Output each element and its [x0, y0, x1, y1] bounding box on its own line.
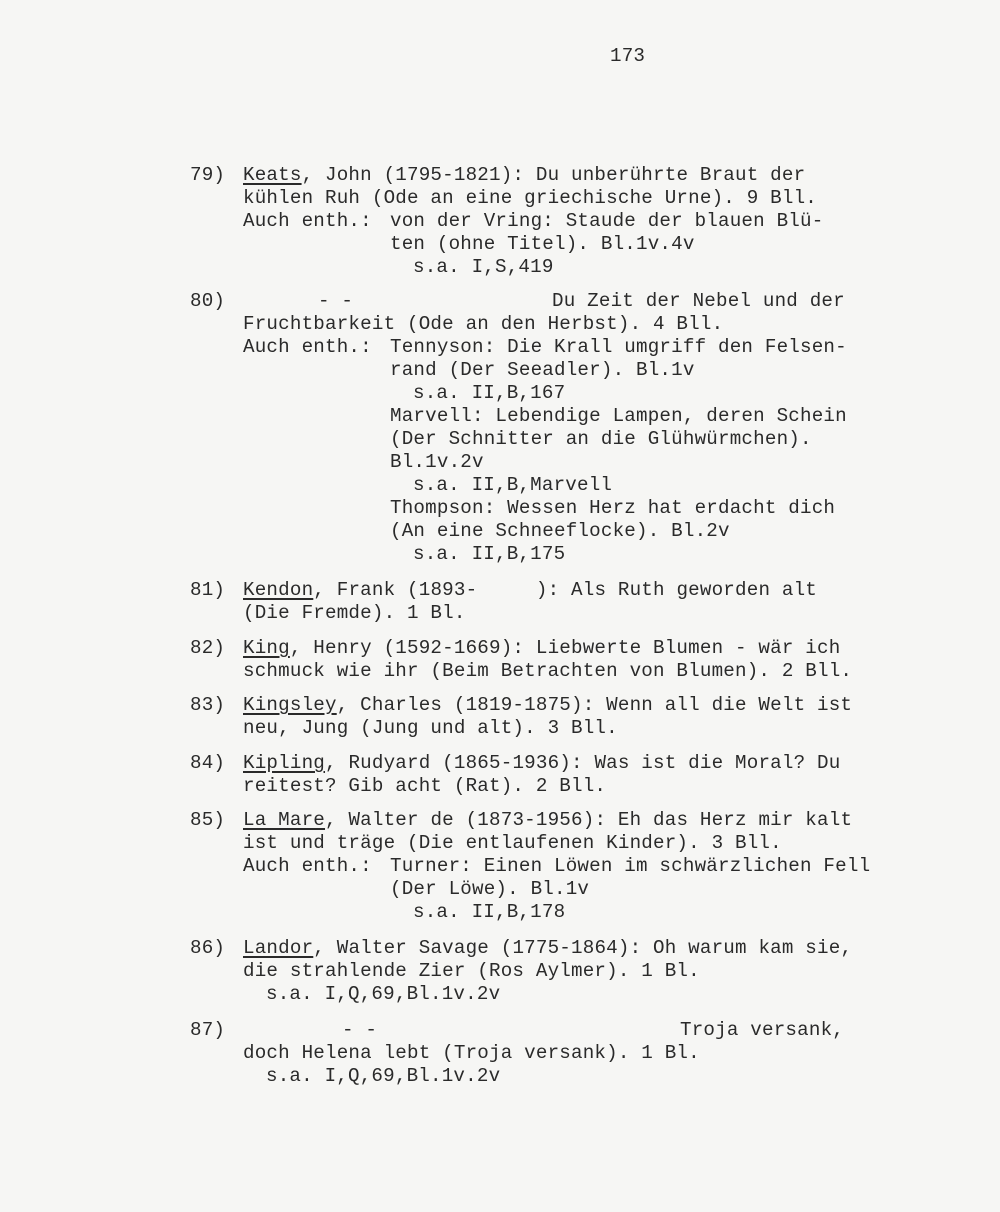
- cross-reference: s.a. II,B,175: [413, 543, 566, 565]
- entry-line-1: [243, 937, 852, 960]
- cross-reference: s.a. II,B,178: [413, 901, 566, 923]
- cross-reference: s.a. II,B,Marvell: [413, 474, 613, 496]
- also-contains-line: Tennyson: Die Krall umgriff den Felsen-: [390, 336, 847, 358]
- entry-line-1: [243, 164, 805, 187]
- also-contains-line: Marvell: Lebendige Lampen, deren Schein: [390, 405, 847, 427]
- entry-line-2: schmuck wie ihr (Beim Betrachten von Blumen). 2 Bll.: [243, 660, 853, 682]
- entry-line-2: Fruchtbarkeit (Ode an den Herbst). 4 Bll.: [243, 313, 724, 335]
- entry-number: 85): [190, 809, 226, 831]
- entry-title-text: Du Zeit der Nebel und der: [552, 290, 845, 312]
- author-name: Kipling: [243, 752, 326, 774]
- entry-title-text: , Rudyard (1865-1936): Was ist die Moral? Du: [325, 752, 841, 774]
- entry-title-text: , Henry (1592-1669): Liebwerte Blumen - wär ich: [289, 637, 841, 659]
- also-contains-line: rand (Der Seeadler). Bl.1v: [390, 359, 695, 381]
- entry-number: 81): [190, 579, 226, 601]
- cross-reference: s.a. I,Q,69,Bl.1v.2v: [266, 983, 501, 1005]
- ditto-mark: - -: [318, 290, 354, 312]
- entry-line-1: [243, 694, 852, 717]
- entry-title-text: , Frank (1893- ): Als Ruth geworden alt: [313, 579, 818, 601]
- cross-reference: s.a. I,Q,69,Bl.1v.2v: [266, 1065, 501, 1087]
- also-contains-line: (Der Schnitter an die Glühwürmchen).: [390, 428, 812, 450]
- entry-number: 87): [190, 1019, 226, 1041]
- entry-number: 79): [190, 164, 226, 186]
- entry-title-text: Troja versank,: [680, 1019, 845, 1041]
- entry-line-1: [243, 752, 840, 775]
- also-contains-line: von der Vring: Staude der blauen Blü-: [390, 210, 824, 232]
- entry-title-text: , John (1795-1821): Du unberührte Braut der: [301, 164, 806, 186]
- author-name: La Mare: [243, 809, 326, 831]
- entry-line-2: neu, Jung (Jung und alt). 3 Bll.: [243, 717, 618, 739]
- ditto-mark: - -: [342, 1019, 378, 1041]
- entry-line-2: ist und träge (Die entlaufenen Kinder). 3 Bll.: [243, 832, 782, 854]
- entry-number: 82): [190, 637, 226, 659]
- entry-line-1: [243, 637, 840, 660]
- also-contains-line: Turner: Einen Löwen im schwärzlichen Fell: [390, 855, 871, 877]
- also-contains-line: ten (ohne Titel). Bl.1v.4v: [390, 233, 695, 255]
- entry-title-text: , Walter Savage (1775-1864): Oh warum kam sie,: [313, 937, 853, 959]
- author-name: Kendon: [243, 579, 314, 601]
- entry-number: 80): [190, 290, 226, 312]
- entry-line-2: (Die Fremde). 1 Bl.: [243, 602, 466, 624]
- entry-number: 86): [190, 937, 226, 959]
- also-contains-line: Thompson: Wessen Herz hat erdacht dich: [390, 497, 836, 519]
- entry-line-2: doch Helena lebt (Troja versank). 1 Bl.: [243, 1042, 700, 1064]
- cross-reference: s.a. I,S,419: [413, 256, 554, 278]
- author-name: Keats: [243, 164, 302, 186]
- also-contains-label: Auch enth.:: [243, 336, 372, 358]
- cross-reference: s.a. II,B,167: [413, 382, 566, 404]
- also-contains-line: (An eine Schneeflocke). Bl.2v: [390, 520, 730, 542]
- author-name: Kingsley: [243, 694, 337, 716]
- entry-title-text: , Charles (1819-1875): Wenn all die Welt ist: [336, 694, 853, 716]
- entry-line-1: [243, 579, 817, 602]
- also-contains-line: Bl.1v.2v: [390, 451, 484, 473]
- page-number: 173: [610, 45, 646, 67]
- also-contains-label: Auch enth.:: [243, 210, 372, 232]
- entry-number: 83): [190, 694, 226, 716]
- entry-line-2: kühlen Ruh (Ode an eine griechische Urne). 9 Bll.: [243, 187, 818, 209]
- also-contains-line: (Der Löwe). Bl.1v: [390, 878, 590, 900]
- also-contains-label: Auch enth.:: [243, 855, 372, 877]
- entry-line-2: reitest? Gib acht (Rat). 2 Bll.: [243, 775, 607, 797]
- author-name: King: [243, 637, 290, 659]
- entry-line-2: die strahlende Zier (Ros Aylmer). 1 Bl.: [243, 960, 700, 982]
- entry-number: 84): [190, 752, 226, 774]
- author-name: Landor: [243, 937, 314, 959]
- entry-line-1: [243, 809, 852, 832]
- entry-title-text: , Walter de (1873-1956): Eh das Herz mir kalt: [325, 809, 853, 831]
